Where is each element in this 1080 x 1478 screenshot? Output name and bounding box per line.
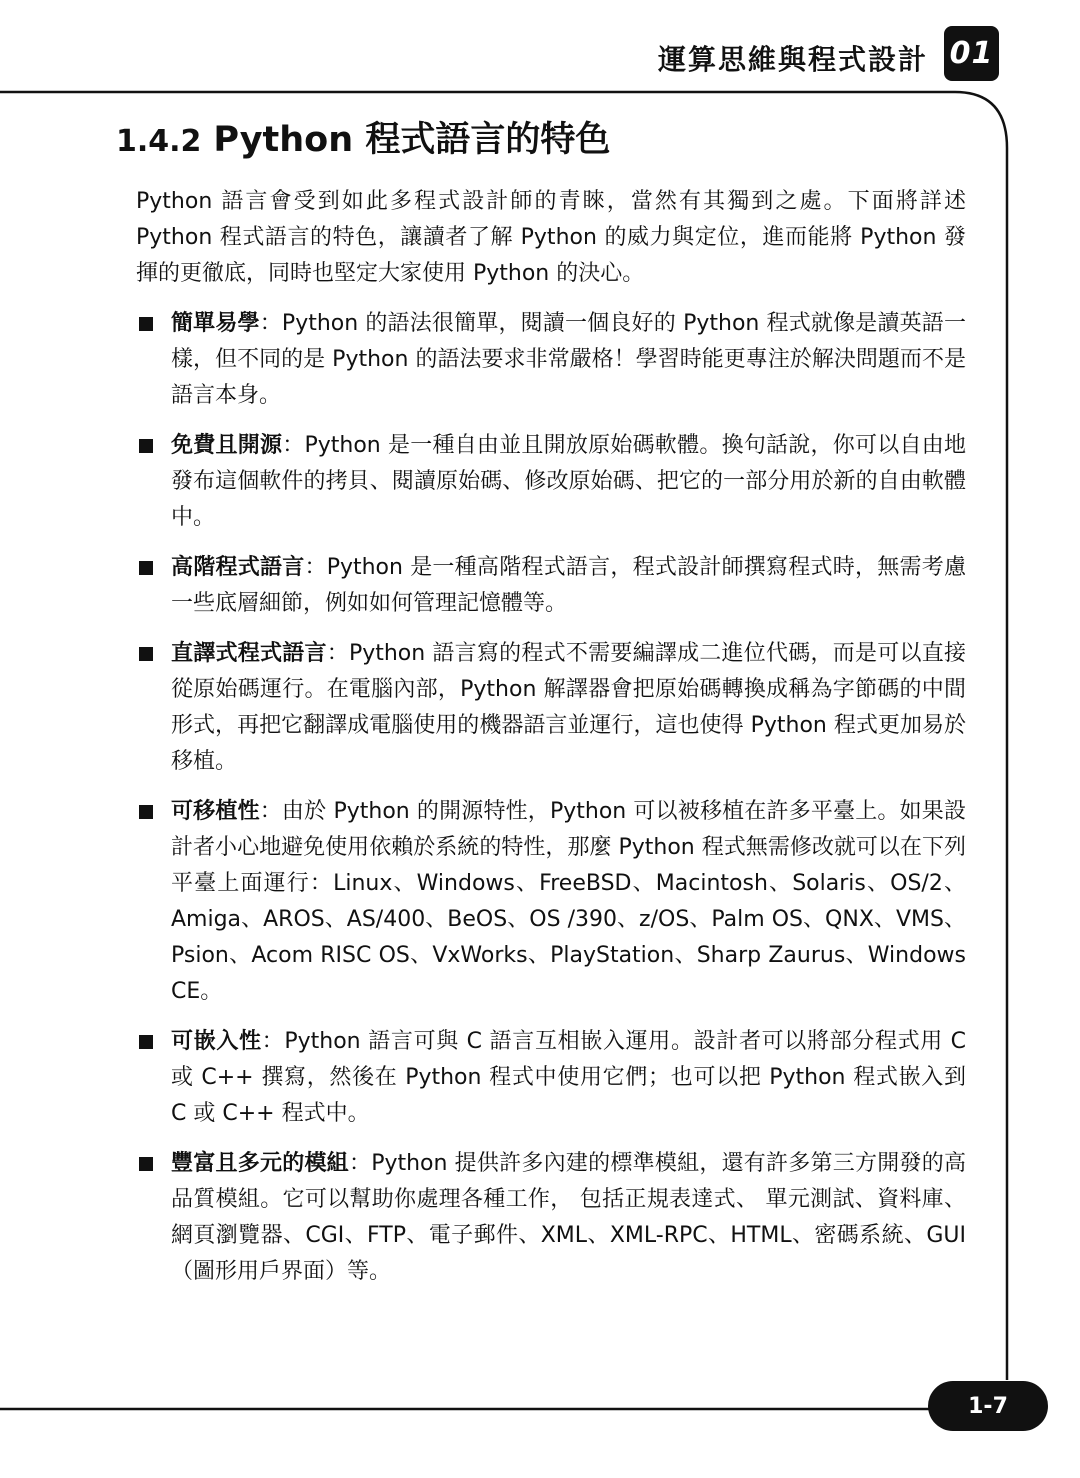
feature-item xyxy=(136,1146,966,1290)
page-number: 1-7 xyxy=(928,1381,1048,1431)
feature-title: 高階程式語言 xyxy=(171,555,305,580)
feature-title: 可移植性 xyxy=(171,799,260,824)
running-header-title: 運算思維與程式設計 xyxy=(657,43,928,76)
feature-separator: ： xyxy=(348,1151,372,1176)
feature-title: 直譯式程式語言 xyxy=(171,641,327,666)
square-bullet-icon xyxy=(139,1157,153,1171)
feature-separator: ： xyxy=(259,799,282,824)
feature-separator: ： xyxy=(259,311,282,336)
feature-title: 免費且開源 xyxy=(171,433,283,458)
chapter-badge: 01 xyxy=(944,26,999,81)
square-bullet-icon xyxy=(139,1035,153,1049)
feature-separator: ： xyxy=(326,641,349,666)
feature-title: 簡單易學 xyxy=(171,311,260,336)
feature-title: 可嵌入性 xyxy=(171,1029,262,1054)
section-title-text: Python 程式語言的特色 xyxy=(213,120,611,160)
feature-body: Python 提供許多內建的標準模組，還有許多第三方開發的高品質模組。它可以幫助你處理各種工作， 包括正規表達式、 單元測試、資料庫、網頁瀏覽器、CGI、FTP、電子郵件、XML、XML-RPC、HTML、密碼系統、GUI（圖形用戶界面）等。 xyxy=(171,1151,966,1284)
feature-separator: ： xyxy=(261,1029,285,1054)
feature-list xyxy=(136,306,966,1290)
feature-item xyxy=(136,306,966,414)
feature-title: 豐富且多元的模組 xyxy=(171,1151,349,1176)
feature-separator: ： xyxy=(304,555,327,580)
feature-item xyxy=(136,636,966,780)
feature-body: Python 語言可與 C 語言互相嵌入運用。設計者可以將部分程式用 C 或 C++ 撰寫，然後在 Python 程式中使用它們；也可以把 Python 程式嵌入到 C 或 C++ 程式中。 xyxy=(171,1029,966,1126)
feature-body: Python 是一種高階程式語言，程式設計師撰寫程式時，無需考慮一些底層細節，例如如何管理記憶體等。 xyxy=(171,555,966,616)
feature-body: Python 是一種自由並且開放原始碼軟體。換句話說，你可以自由地發布這個軟件的拷貝、閱讀原始碼、修改原始碼、把它的一部分用於新的自由軟體中。 xyxy=(171,433,966,530)
feature-item xyxy=(136,428,966,536)
square-bullet-icon xyxy=(139,439,153,453)
feature-separator: ： xyxy=(282,433,305,458)
intro-paragraph: Python 語言會受到如此多程式設計師的青睞，當然有其獨到之處。下面將詳述 Python 程式語言的特色，讓讀者了解 Python 的威力與定位，進而能將 Python 發揮的更徹底，同時也堅定大家使用 Python 的決心。 xyxy=(136,189,966,286)
feature-body: Python 的語法很簡單，閱讀一個良好的 Python 程式就像是讀英語一樣，但不同的是 Python 的語法要求非常嚴格！學習時能更專注於解決問題而不是語言本身。 xyxy=(171,311,966,408)
feature-body: 由於 Python 的開源特性，Python 可以被移植在許多平臺上。如果設計者小心地避免使用依賴於系統的特性，那麼 Python 程式無需修改就可以在下列平臺上面運行：Linux、Windows、FreeBSD、Macintosh、Solaris、OS/2、Amiga、AROS、AS/400、BeOS、OS /390、z/OS、Palm OS、QNX、VMS、Psion、Acom RISC OS、VxWorks、PlayStation、Sharp Zaurus、Windows CE。 xyxy=(171,799,966,1004)
square-bullet-icon xyxy=(139,317,153,331)
feature-item xyxy=(136,550,966,622)
feature-item xyxy=(136,1024,966,1132)
page-body xyxy=(136,184,966,1304)
section-number: 1.4.2 xyxy=(116,124,202,159)
feature-item xyxy=(136,794,966,1010)
square-bullet-icon xyxy=(139,805,153,819)
square-bullet-icon xyxy=(139,561,153,575)
feature-body: Python 語言寫的程式不需要編譯成二進位代碼，而是可以直接從原始碼運行。在電腦內部，Python 解譯器會把原始碼轉換成稱為字節碼的中間形式，再把它翻譯成電腦使用的機器語言並運行，這也使得 Python 程式更加易於移植。 xyxy=(171,641,966,774)
section-heading xyxy=(116,112,610,162)
square-bullet-icon xyxy=(139,647,153,661)
